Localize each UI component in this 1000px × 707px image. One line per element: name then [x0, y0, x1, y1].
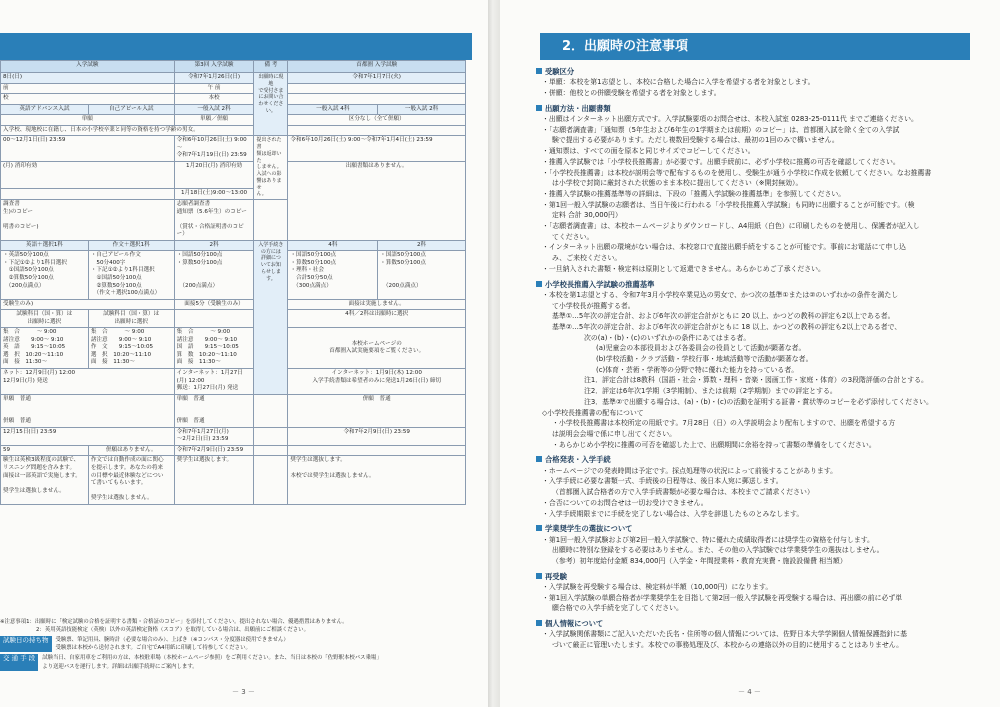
- interview-cell: 面接は実施しません。: [288, 299, 466, 310]
- section-heading: [536, 66, 974, 77]
- header-metro: 首都圏 入学試験: [288, 61, 466, 73]
- bring-label: 試験日の持ち物: [0, 636, 52, 652]
- date-cell: 令和7年1月7日(火): [288, 73, 466, 84]
- procedure-cell: 単願 普通 併願 普通: [1, 394, 175, 427]
- subject-choice: 4科／2科は出願時に選択: [288, 310, 466, 328]
- section-heading: [536, 571, 974, 582]
- application-period: 令和6年10月26日(土) 9:00～令和7年1月4日(土) 23:59: [288, 136, 466, 162]
- section-line: (a)児童会の本部役員および各委員会の役員として活動が顕著な者。: [596, 344, 806, 353]
- category-cell: 単願: [1, 115, 175, 126]
- section-line: ・第1回入学試験の単願合格者が学業奨学生を目指して第2回一般入学試験を再受験する場合は、再出願の前に必ず単: [542, 593, 903, 602]
- section-line: てください。: [552, 232, 594, 241]
- section-line: ・通知票は、すべての面を原本と同じサイズでコピーしてください。: [542, 147, 755, 156]
- section-line: ・「志願者調査書」「通知票（5年生および6年生の1学期または前期）のコピー」は、首都圏入試を除く全ての入学試: [542, 125, 900, 134]
- eligibility-cell: 入学校、現地校に在籍し、日本の小学校卒業と同等の資格を持つ学齢の男女。: [1, 125, 466, 136]
- section-heading-text: 個人情報について: [545, 619, 604, 629]
- announce-cell: ネット：12月9日(月) 12:00 12月9日(月) 発送: [1, 368, 175, 394]
- counter-cell: 1月18日(土)9:00～13:00: [174, 189, 254, 200]
- remarks-cell: 奨学生は選抜します。 本校では奨学生は選抜しません。: [288, 456, 466, 504]
- mail-deadline: 1月20日(月) 消印有効: [174, 161, 254, 189]
- subject-header: 作文＋選択1科: [88, 240, 174, 251]
- timetable-metro: 本校ホームページの 首都圏入試実施要項をご覧ください。: [288, 328, 466, 369]
- section-line: ・出願はインターネット出願方式です。入学試験要項のお問合せは、本校入試室 0283-25-0111代 までご連絡ください。: [542, 115, 918, 123]
- section-heading: [536, 454, 974, 465]
- date-cell: 令和7年1月26日(日): [174, 73, 254, 84]
- timetable: 集 合 ～ 9:00 諸注意 9:00～ 9:10 国 語 9:15～10:05 算 数 10:20～11:10 面 接 11:30～: [174, 328, 254, 369]
- section-line: ・「志願者調査書」は、本校ホームページよりダウンロードし、A4用紙（白色）に印刷したものを使用し、保護者が記入し: [542, 222, 920, 231]
- section-heading-text: 出願方法・出願書類: [545, 103, 611, 113]
- section-line: 験で提出する必要があります。ただし複数回受験する場合は、最初の1回のみで構いません。: [552, 136, 839, 145]
- section-line: ・単願：本校を第1志望とし、本校に合格した場合に入学を希望する者を対象とします。: [542, 78, 815, 87]
- transport-label: 交 通 手 段: [0, 654, 38, 670]
- venue-cell: [288, 94, 466, 105]
- subject-cell: ・自己アピール作文 50分400字 ・下記①②より1科目選択 ①国語50分100点 ②算数50分100点 （作文＋選択100点満点）: [88, 251, 174, 299]
- transport-text: 試験当日、自家用車をご利用の方は、本校駐車場（本校ホームページ参照）をご利用ください。また、当日は本校の「佐野駅本校バス乗場」 より送迎バスを運行します。詳細は出願手続時にご案内します。: [42, 655, 382, 670]
- proc-deadline: 令和7年2月9日(日) 23:59: [288, 427, 466, 445]
- square-bullet-icon: [536, 456, 542, 462]
- subject-header: 2科: [174, 240, 254, 251]
- docs-cell: 出願書類はありません。: [288, 161, 466, 240]
- section-line: み、ご来校ください。: [552, 254, 622, 263]
- section-line: ・一旦納入された書類・検定料は原則として返還できません。あらかじめご了承ください。: [542, 264, 825, 273]
- section-line: ・入学試験関係書類にご記入いただいた氏名・住所等の個人情報については、佐野日本大学学園個人情報保護指針に基: [542, 630, 908, 639]
- remarks-cell: 作文では自動作成の面に関心 を提示します。あなたの将来 の目標や最近体験などについ て書いてもらいます。 奨学生は選抜しません。: [88, 456, 174, 504]
- section-heading-text: 合格発表・入学手続: [545, 455, 611, 465]
- section-heading: [536, 618, 974, 629]
- category-cell: 単願／併願: [174, 115, 254, 126]
- section-line: ・本校を第1志望とする、令和7年3月小学校卒業見込の男女で、かつ次の基準①または②のいずれかの条件を満たし: [542, 290, 899, 299]
- section-line: ・小学校長推薦書は本校所定の用紙です。7月28日（日）の入学説明会より配布しますので、出願を希望する方: [552, 419, 896, 428]
- book-gutter: [488, 0, 500, 707]
- bring-text: 受験票、筆記用具、腕時計（必要な場合のみ）、上ばき（※コンパス・分度器は使用できません） 受験票は本校から送付されます。ご自宅でA4用紙に印刷して持参してください。: [55, 637, 289, 652]
- mail-deadline: (月) 消印有効: [1, 161, 175, 189]
- subject-cell: ・国語50分100点 ・算数50分100点 ・理科・社会 合計50分50点 （300点満点）: [288, 251, 378, 299]
- remark-col: 入学手続き の方には 詳細につ いてお知 らせしま す。: [254, 240, 288, 394]
- subject-cell: ・英語50分100点 ・下記①②より1科目選択 ①国語50分100点 ②算数50分100点 （200点満点）: [1, 251, 89, 299]
- section-line: ・入学手続期限までに手続を完了しない場合は、入学を辞退したものとみなします。: [542, 509, 804, 518]
- page-number: － 4 －: [738, 688, 761, 696]
- procedure-cell: 併願 普通: [288, 394, 466, 427]
- section-line: ・第1回一般入学試験および第2回一般入学試験で、特に優れた成績取得者には奨学生の資格を付与します。: [542, 535, 874, 544]
- square-bullet-icon: [536, 68, 542, 74]
- section-title: 2．出願時の注意事項: [562, 39, 689, 54]
- remarks-cell: 奨学生は選抜します。: [174, 456, 254, 504]
- section-line: （首都圏入試合格者の方で入学手続書類が必要な場合は、本校までご請求ください）: [552, 488, 814, 497]
- type-cell: 自己アピール入試: [88, 104, 174, 115]
- subject-choice: 試験科目（国・算）は 出願時に選択: [1, 310, 89, 328]
- remark-col: 出願時に現地 で受付さま にお問い合 わせください。: [254, 73, 288, 136]
- section-line: 基準②…5年次の評定合計、および6年次の評定合計がともに 18 以上、かつどの教科の評定も2以上である者で、: [552, 322, 902, 331]
- section-heading: [536, 279, 974, 290]
- subject-header: 英語＋選択1科: [1, 240, 89, 251]
- page-left: [0, 0, 488, 707]
- proc-deadline: 令和7年1月27日(月) ～2月2日(日) 23:59: [174, 427, 254, 445]
- subject-cell: ・国語50分100点 ・算数50分100点 （200点満点）: [378, 251, 466, 299]
- section-line: ・入学手続に必要な書類一式、手続後の日程等は、後日本人宛に郵送します。: [542, 477, 783, 486]
- section-line: ・推薦入学試験の推薦基準等の詳細は、下段の「推薦入学試験の推薦基準」を参照してください。: [542, 189, 846, 198]
- remark-col: 提出された書 類は返却いた しません。 入試への影 響はありませ ん。: [254, 136, 288, 200]
- application-period: 00～12月1日(日) 23:59: [1, 136, 175, 162]
- header-exam-3: 第3回 入学試験: [174, 61, 254, 73]
- section-title-bar: [540, 33, 970, 60]
- section-line: (b)学校活動・クラブ活動・学校行事・地域活動等で活動が顕著な者。: [596, 355, 813, 364]
- note-line: ※注意事項1：出願時に「検定試験の合格を証明する書類・合格証のコピー」を添付してください。提出されない場合、優遇措置はありません。: [0, 619, 348, 625]
- section-line: ・ホームページでの発表時間は予定です。採点処理等の状況によって前後することがあります。: [542, 466, 838, 475]
- section-heading-text: 小学校長推薦入学試験の推薦基準: [545, 279, 655, 289]
- section-line: は小学校で封筒に厳封された状態のまま本校に提出してください（※開封無効）。: [552, 179, 803, 188]
- section-line: ◇小学校長推薦書の配布について: [542, 408, 644, 417]
- square-bullet-icon: [536, 105, 542, 111]
- venue-cell: 本校: [174, 94, 254, 105]
- announce-cell: インターネット：1月9日(木) 12:00 入学手続書類は希望者のみに発送1月26日(日) 締切: [288, 368, 466, 394]
- section-heading: [536, 523, 974, 534]
- left-header-bar: [0, 33, 472, 60]
- procedure-cell: 単願 普通 併願 普通: [174, 394, 254, 427]
- section-line: 願合格での入学手続を完了してください。: [552, 604, 683, 613]
- notes-sections: [536, 62, 974, 651]
- type-cell: 一般入試 4科: [288, 104, 378, 115]
- section-line: ・推薦入学試験では「小学校長推薦書」が必要です。出願手続前に、必ず小学校に推薦の可否を確認してください。: [542, 157, 900, 166]
- section-line: 定料 合計 30,000円）: [552, 211, 622, 220]
- page-number: － 3 －: [232, 688, 255, 696]
- section-line: ・合否についてのお問合せは一切お受けできません。: [542, 498, 708, 507]
- section-line: ・第1回一般入学試験の志願者は、当日午後に行われる「小学校長推薦入学試験」も同時に出願することが可能です。（検: [542, 200, 915, 209]
- section-line: 基準①…5年次の評定合計、および6年次の評定合計がともに 20 以上、かつどの教科の評定も2以上である者。: [552, 312, 895, 321]
- notes-block: [0, 618, 470, 671]
- docs-cell: 調査書 生)のコピー 明書のコピー): [1, 200, 175, 241]
- application-period: 令和6年10月26日(土) 9:00～ 令和7年1月19日(日) 23:59: [174, 136, 254, 162]
- section-line: ・インターネット出願の環境がない場合は、本校窓口で直接出願手続をすることが可能です。事前にお電話にて申し込: [542, 243, 907, 252]
- second-deadline: 令和7年2月9日(日) 23:59: [174, 445, 254, 456]
- exam-schedule-table: [0, 60, 466, 505]
- section-line: 注3．基準②で出願する場合は、(a)・(b)・(c)の活動を証明する証書・賞状等のコピーを必ず添付してください。: [584, 397, 933, 406]
- counter-cell: [1, 189, 175, 200]
- announce-cell: インターネット：1月27日(月) 12:00 郵送：1月27日(月) 発送: [174, 368, 254, 394]
- time-cell: [288, 83, 466, 94]
- interview-cell: 面接5分（受験生のみ）: [174, 299, 254, 310]
- section-line: （参考）初年度給付金額 834,000円（入学金・年間授業料・教育充実費・施設設備費 相当額）: [552, 556, 847, 565]
- subject-cell: ・国語50分100点 ・算数50分100点 （200点満点）: [174, 251, 254, 299]
- section-heading: [536, 103, 974, 114]
- subject-header: 4科: [288, 240, 378, 251]
- second-deadline: 併願はありません。: [88, 445, 174, 456]
- remarks-cell: 験生は英検3級程度の試験で、 リスニング問題を含みます。 面接は一部英語で実施します。 奨学生は選抜しません。: [1, 456, 89, 504]
- section-heading-text: 学業奨学生の選抜について: [545, 524, 633, 534]
- section-heading-text: 受験区分: [545, 67, 575, 76]
- note-line: 2：英用英語技能検定（英検）以外の英語検定資格（スコア）を取得している場合は、出願前にご相談ください。: [36, 627, 309, 634]
- section-line: 次の(a)・(b)・(c)のいずれかの条件にあてはまる者。: [584, 333, 751, 342]
- section-line: ・「小学校長推薦書」は本校が説明会等で配布するものを使用し、受験生が通う小学校に作成を依頼してください。なお推薦書: [542, 168, 932, 177]
- section-line: は説明会会場で係に申し出てください。: [552, 429, 677, 438]
- time-cell: 前: [1, 83, 175, 94]
- time-cell: 午 前: [174, 83, 254, 94]
- section-line: (c)体育・芸術・学術等の分野で特に優れた能力を持っている者。: [596, 365, 799, 374]
- section-line: ・あらかじめ小学校に推薦の可否を確認した上で、出願期間に余裕を持って書類の準備をしてください。: [552, 440, 876, 449]
- square-bullet-icon: [536, 281, 542, 287]
- type-cell: 英語アドバンス入試: [1, 104, 89, 115]
- second-deadline: 59: [1, 445, 89, 456]
- square-bullet-icon: [536, 573, 542, 579]
- interview-cell: 受験生のみ): [1, 299, 175, 310]
- timetable: 集 合 ～ 9:00 諸注意 9:00～ 9:10 英 語 9:15～10:05 選 択 10:20～11:10 面 接 11:30～: [1, 328, 89, 369]
- section-line: づいて厳正に管理いたします。本校での事務処理及び、本校からの連絡以外の目的に使用することはありません。: [552, 641, 904, 650]
- square-bullet-icon: [536, 525, 542, 531]
- docs-cell: 志願者調査書 通知票（5.6年生）のコピー （賞状・合格証明書のコピー）: [174, 200, 254, 241]
- section-line: 注1．評定合計は8教科（国語・社会・算数・理科・音楽・図画工作・家庭・体育）の3段階評価の合計とする。: [584, 376, 928, 385]
- subject-header: 2科: [378, 240, 466, 251]
- section-line: ・併願：他校との併願受験を希望する者を対象とします。: [542, 89, 721, 97]
- type-cell: 一般入試 2科: [174, 104, 254, 115]
- timetable: 集 合 ～ 9:00 諸注意 9:00～ 9:10 作 文 9:15～10:05 選 択 10:20～11:10 面 接 11:30～: [88, 328, 174, 369]
- square-bullet-icon: [536, 620, 542, 626]
- section-line: ・入学試験を再受験する場合は、検定料が半額（10,000円）になります。: [542, 582, 773, 591]
- subject-choice: 試験科目（国・算）は 出願時に選択: [88, 310, 174, 328]
- section-line: て小学校長が推薦する者。: [552, 301, 635, 310]
- category-cell: 区分なし（全て併願）: [288, 115, 466, 126]
- page-right: [500, 0, 1000, 707]
- type-cell: 一般入試 2科: [378, 104, 466, 115]
- remark-empty: [254, 200, 288, 241]
- header-exam-1: 入学試験: [1, 61, 175, 73]
- date-cell: 8日(日): [1, 73, 175, 84]
- venue-cell: 校: [1, 94, 175, 105]
- section-line: 出願時に特別な登録をする必要はありません。また、その他の入学試験では学業奨学生の選抜はしません。: [552, 546, 884, 555]
- section-heading-text: 再受験: [545, 571, 567, 581]
- section-line: 注2．評定は6年次1学期（3学期制）、または前期（2学期制）までの評定とする。: [584, 387, 837, 396]
- proc-deadline: 12月15日(日) 23:59: [1, 427, 175, 445]
- header-remarks: 備 考: [254, 61, 288, 73]
